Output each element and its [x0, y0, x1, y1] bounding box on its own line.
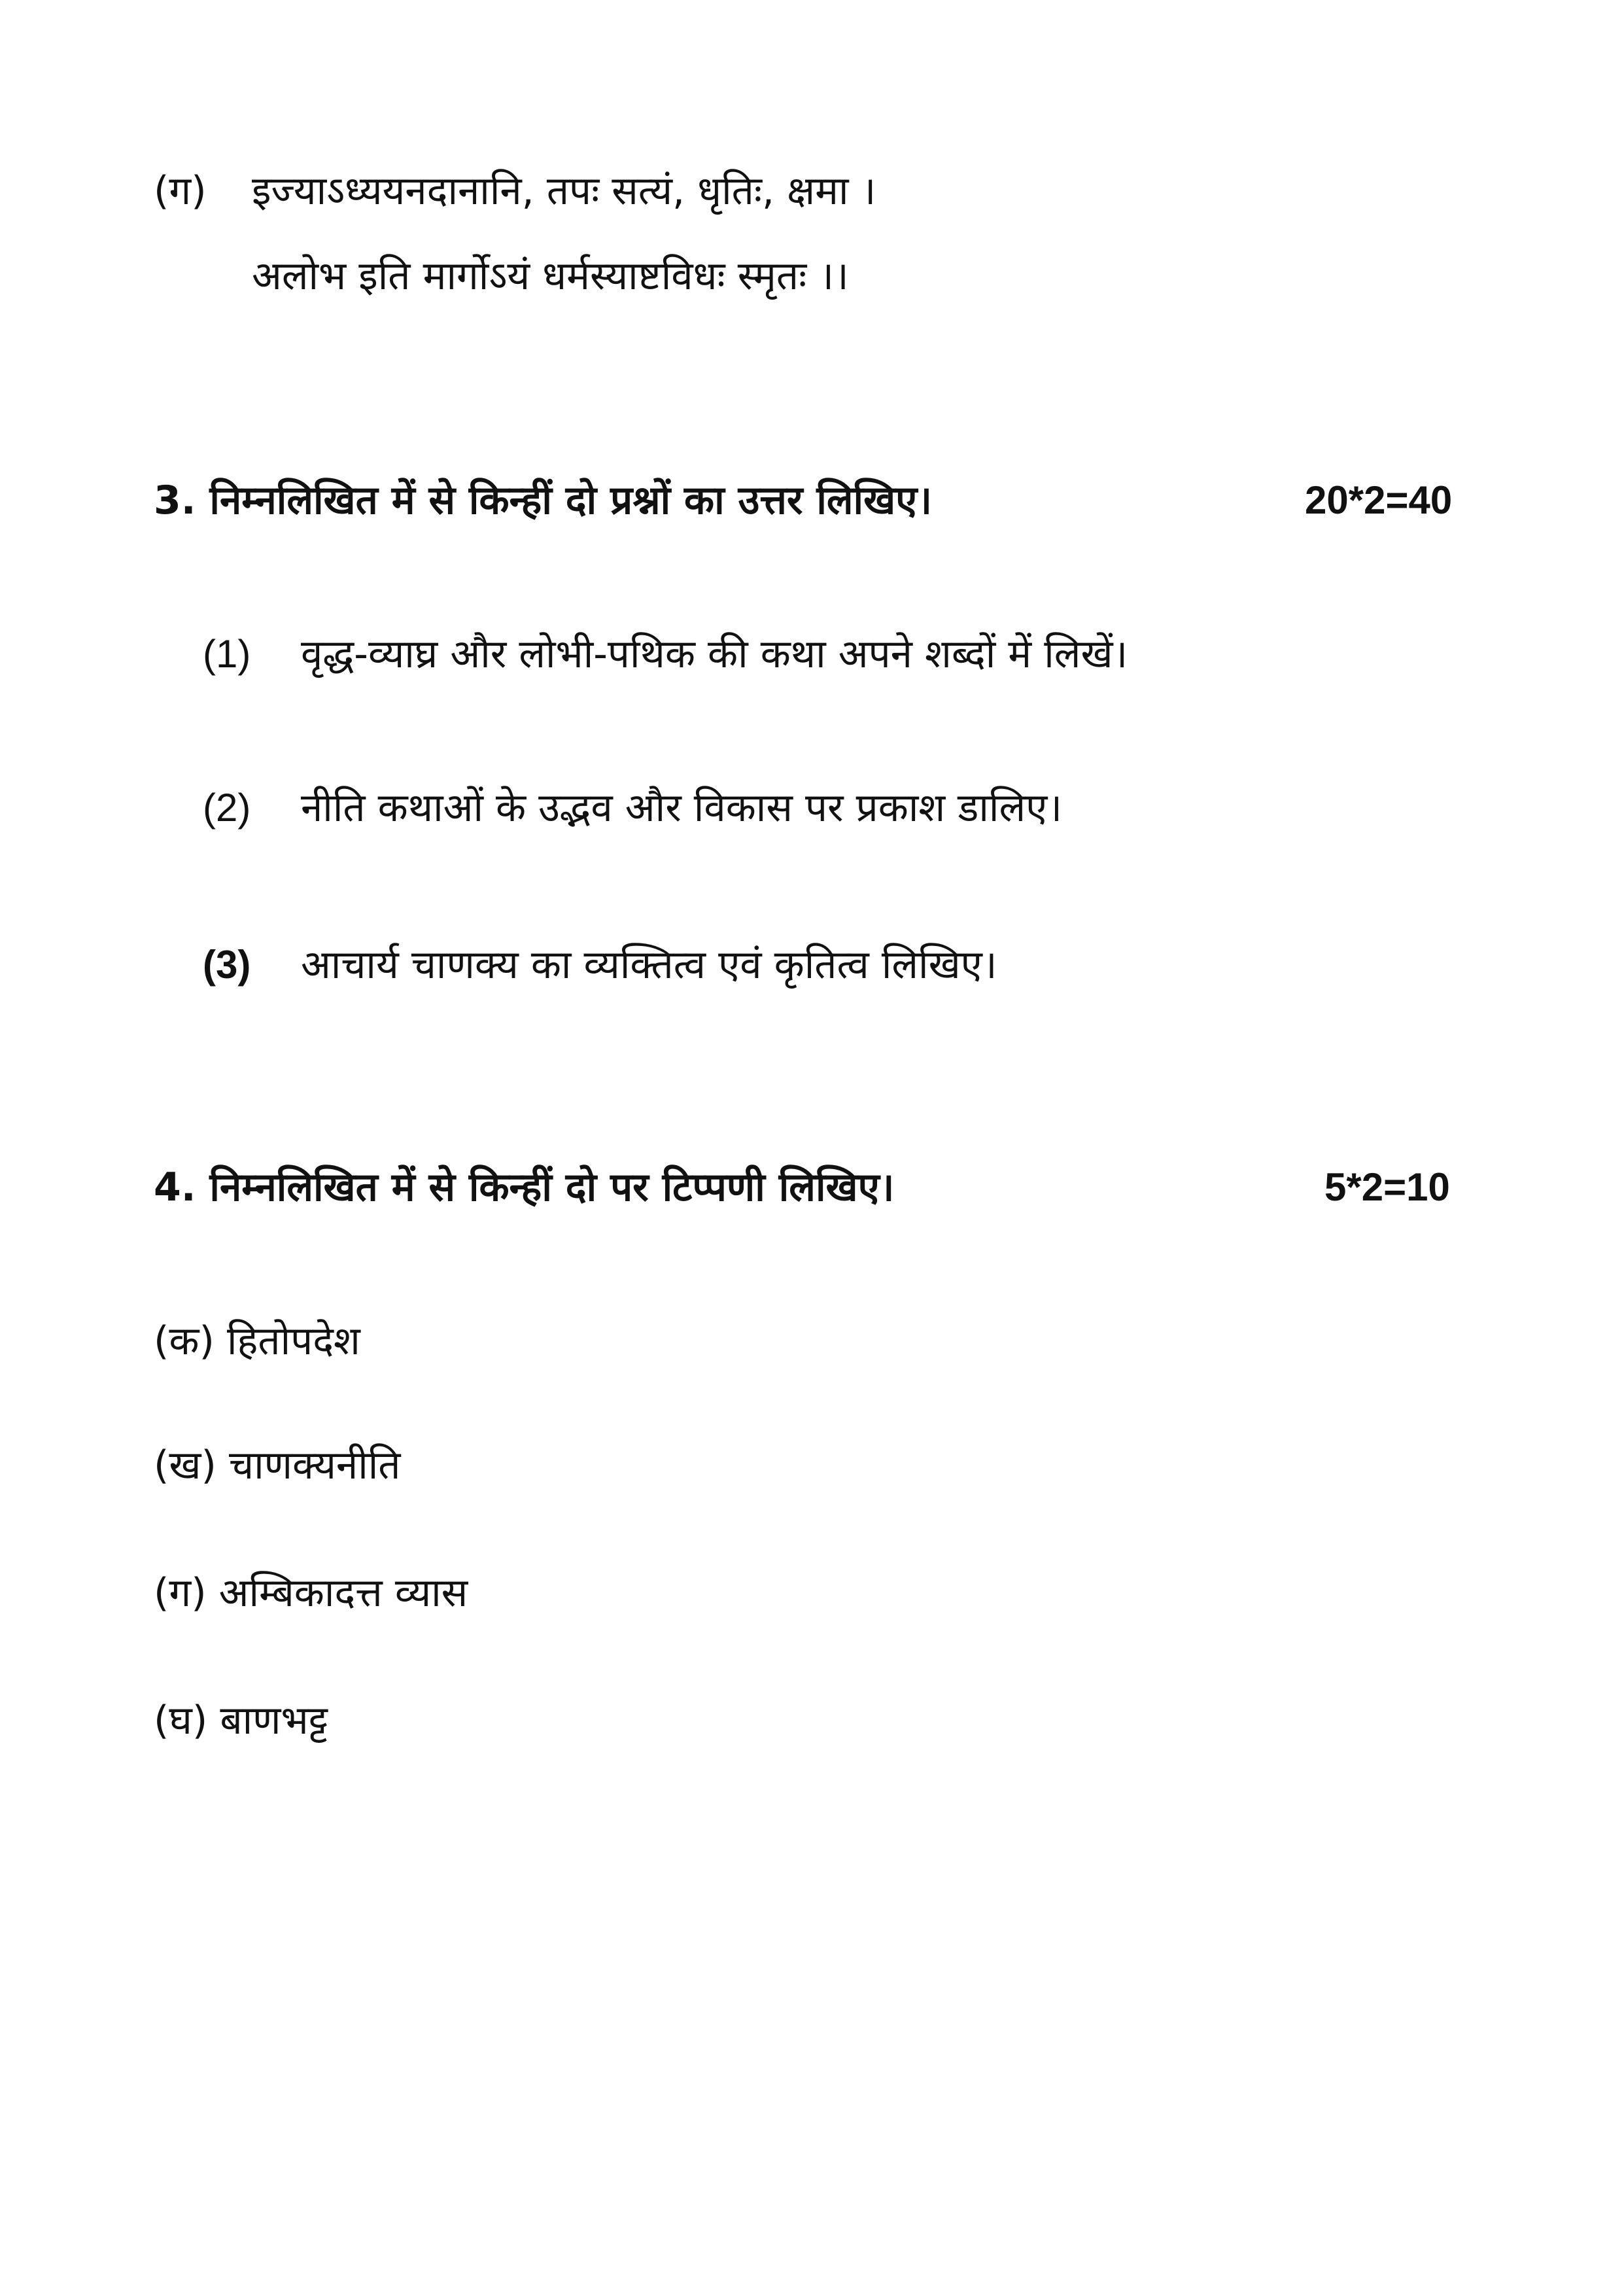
question-3-marks: 20*2=40 [1305, 478, 1453, 522]
question-4-item-2: (ख) चाणक्यनीति [154, 1443, 401, 1488]
question-4-item-4: (घ) बाणभट्ट [154, 1698, 328, 1743]
question-3-item-2-number: (2) [203, 786, 251, 830]
question-4-heading: 4. निम्नलिखित में से किन्हीं दो पर टिप्पणी लिखिए। [154, 1165, 895, 1210]
question-4-item-3: (ग) अम्बिकादत्त व्यास [154, 1570, 468, 1616]
verse-line-1: इज्याऽध्ययनदानानि, तपः सत्यं, धृतिः, क्षमा । [252, 168, 876, 214]
verse-label: (ग) [154, 168, 207, 214]
question-4-item-1: (क) हितोपदेश [154, 1318, 360, 1364]
question-3-item-2-text: नीति कथाओं के उद्भव और विकास पर प्रकाश डालिए। [301, 785, 1063, 831]
question-3-heading: 3. निम्नलिखित में से किन्हीं दो प्रश्नों का उत्तर लिखिए। [154, 478, 933, 523]
question-3-item-3-text: आचार्य चाणक्य का व्यक्तित्व एवं कृतित्व लिखिए। [301, 942, 997, 988]
question-3-item-1-number: (1) [203, 632, 251, 676]
question-3-item-3-number: (3) [203, 943, 251, 987]
question-4-marks: 5*2=10 [1324, 1165, 1450, 1209]
question-3-item-1-text: वृद्ध-व्याघ्र और लोभी-पथिक की कथा अपने शब्दों में लिखें। [301, 631, 1128, 677]
verse-line-2: अलोभ इति मार्गोऽयं धर्मस्याष्टविधः स्मृतः ।। [252, 253, 849, 299]
